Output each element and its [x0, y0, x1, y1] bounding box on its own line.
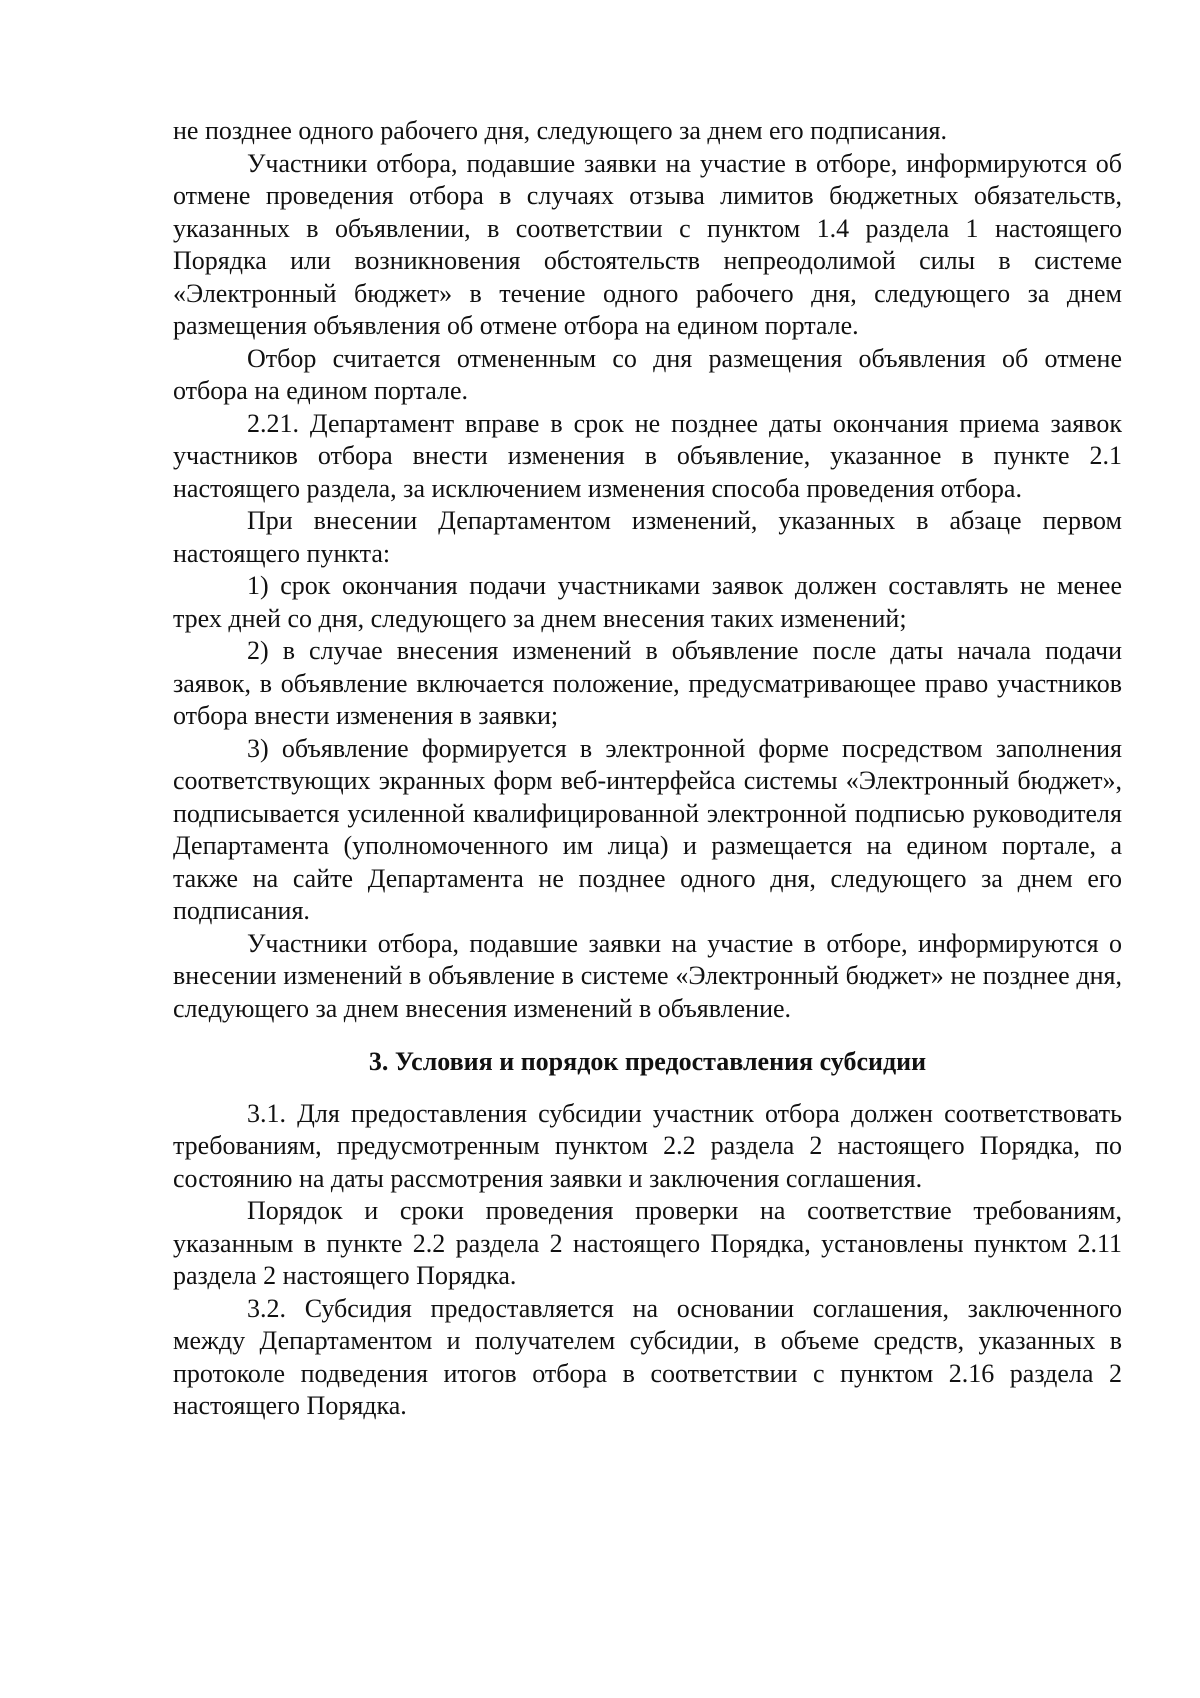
list-item-1: 1) срок окончания подачи участниками заявок должен составлять не менее трех дней со дня, следующего за днем внесения таких изменений;: [173, 571, 1122, 633]
paragraph-changes-intro: При внесении Департаментом изменений, указанных в абзаце первом настоящего пункта:: [173, 506, 1122, 568]
paragraph-continuation: не позднее одного рабочего дня, следующего за днем его подписания.: [173, 116, 947, 145]
document-page: [173, 115, 1122, 1423]
paragraph-3-2: 3.2. Субсидия предоставляется на основании соглашения, заключенного между Департаментом и получателем субсидии, в объеме средств, указанных в протоколе подведения итогов отбора в соответствии с пунктом 2.16 раздела 2 настоящего Порядка.: [173, 1293, 1122, 1420]
list-item-2: 2) в случае внесения изменений в объявление после даты начала подачи заявок, в объявление включается положение, предусматривающее право участников отбора внести изменения в заявки;: [173, 636, 1122, 730]
paragraph-cancellation-effective: Отбор считается отмененным со дня размещения объявления об отмене отбора на едином портале.: [173, 343, 1122, 405]
paragraph-verification-procedure: Порядок и сроки проведения проверки на соответствие требованиям, указанным в пункте 2.2 раздела 2 настоящего Порядка, установлены пунктом 2.11 раздела 2 настоящего Порядка.: [173, 1196, 1122, 1290]
section-heading: 3. Условия и порядок предоставления субсидии: [368, 1047, 927, 1076]
list-item-3: 3) объявление формируется в электронной форме посредством заполнения соответствующих экранных форм веб-интерфейса системы «Электронный бюджет», подписывается усиленной квалифицированной электронной подписью руководителя Департамента (уполномоченного им лица) и размещается на едином портале, а также на сайте Департамента не позднее одного дня, следующего за днем его подписания.: [173, 733, 1122, 925]
paragraph-2-21: 2.21. Департамент вправе в срок не позднее даты окончания приема заявок участников отбора внести изменения в объявление, указанное в пункте 2.1 настоящего раздела, за исключением изменения способа проведения отбора.: [173, 408, 1122, 503]
paragraph-cancellation-notice: Участники отбора, подавшие заявки на участие в отборе, информируются об отмене проведения отбора в случаях отзыва лимитов бюджетных обязательств, указанных в объявлении, в соответствии с пунктом 1.4 раздела 1 настоящего Порядка или возникновения обстоятельств непреодолимой силы в системе «Электронный бюджет» в течение одного рабочего дня, следующего за днем размещения объявления об отмене отбора на едином портале.: [173, 148, 1122, 340]
paragraph-3-1: 3.1. Для предоставления субсидии участник отбора должен соответствовать требованиям, предусмотренным пунктом 2.2 раздела 2 настоящего Порядка, по состоянию на даты рассмотрения заявки и заключения соглашения.: [173, 1098, 1122, 1193]
paragraph-changes-notice: Участники отбора, подавшие заявки на участие в отборе, информируются о внесении изменений в объявление в системе «Электронный бюджет» не позднее дня, следующего за днем внесения изменений в объявление.: [173, 928, 1122, 1023]
